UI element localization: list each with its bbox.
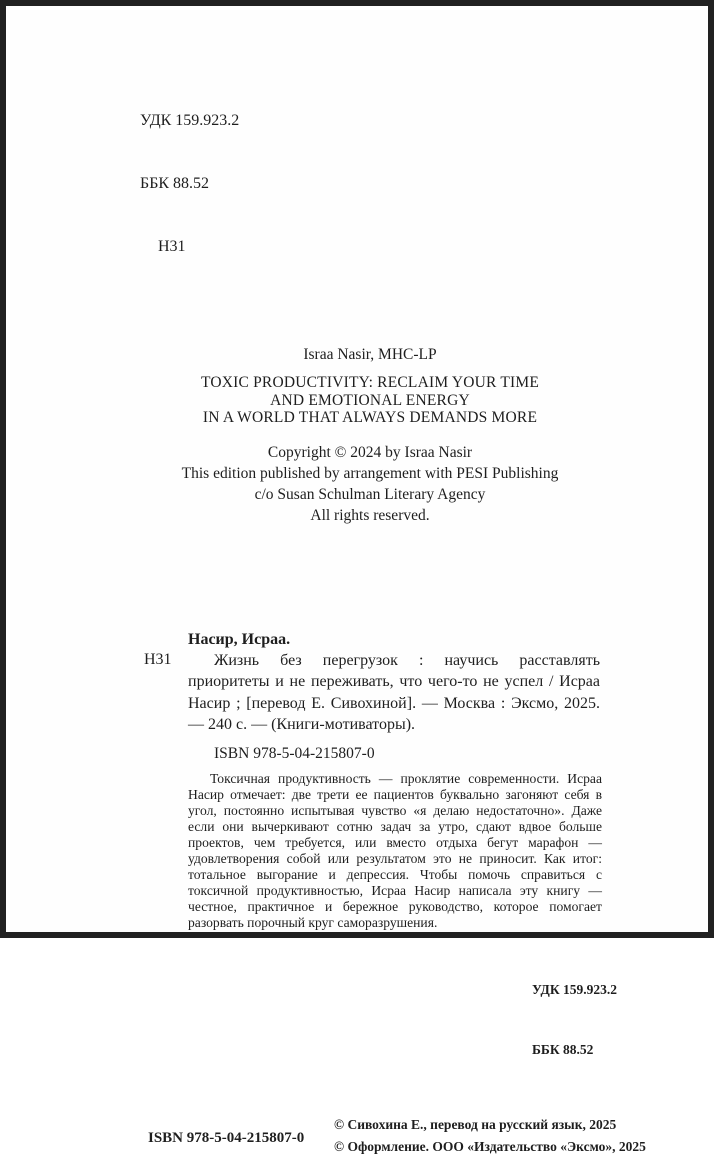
footer-copyright-line: © Оформление. ООО «Издательство «Эксмо», 2025	[334, 1138, 646, 1154]
footer	[6, 1114, 708, 1166]
original-copyright-line: Copyright © 2024 by Israa Nasir	[267, 443, 473, 461]
bibliographic-record	[140, 629, 600, 763]
annotation-text: Токсичная продуктивность — проклятие современности. Исраа Насир отмечает: две трети ее пациентов буквально загоняют себя в угол, постоянно испытывая чувство «я делаю недостаточно». Даже если они вычеркивают сотню задач за утро, сдают вдвое больше проектов, чем требуется, или вместо отдыха бегут марафон — удовлетворения собой или результатом это не приносит. Как итог: тотальное выгорание и депрессия. Чтобы помочь справиться с токсичной продуктивностью, Исраа Насир написала эту книгу — честное, практичное и бережное руководство, которое помогает разорвать порочный круг саморазрушения.	[188, 770, 602, 930]
original-copyright-line: All rights reserved.	[310, 506, 430, 524]
original-copyright-line: c/o Susan Schulman Literary Agency	[254, 485, 486, 503]
original-title-line: AND EMOTIONAL ENERGY	[270, 391, 470, 409]
footer-copyright	[334, 1114, 708, 1158]
original-edition-block	[140, 345, 600, 526]
footer-isbn: ISBN 978-5-04-215807-0	[148, 1129, 305, 1146]
original-title	[140, 374, 600, 427]
original-title-line: TOXIC PRODUCTIVITY: RECLAIM YOUR TIME	[200, 374, 540, 391]
bib-author-sign: Н31	[144, 650, 172, 668]
bbk-code: ББК 88.52	[140, 175, 210, 192]
footer-copyright-line: © Сивохина Е., перевод на русский язык, 2025	[334, 1116, 617, 1132]
udk-code: УДК 159.923.2	[140, 112, 240, 129]
top-classification-codes	[140, 68, 708, 299]
original-copyright-line: This edition published by arrangement with PESI Publishing	[181, 464, 559, 482]
bib-description: Жизнь без перегрузок : научись расставлять приоритеты и не переживать, что чего-то не успел / Исраа Насир ; [перевод Е. Сивохиной]. — Москва : Эксмо, 2025. — 240 с. — (Книги-мотиваторы).	[188, 651, 600, 733]
bib-body	[140, 629, 600, 763]
bib-author-heading: Насир, Исраа.	[188, 630, 291, 648]
original-title-line: IN A WORLD THAT ALWAYS DEMANDS MORE	[202, 409, 538, 426]
original-author: Israa Nasir, MHC-LP	[303, 346, 437, 363]
bib-isbn: ISBN 978-5-04-215807-0	[214, 744, 375, 762]
author-sign: Н31	[158, 238, 186, 255]
bbk-code-bottom: ББК 88.52	[532, 1041, 594, 1057]
bottom-classification-codes	[532, 940, 708, 1100]
udk-code-bottom: УДК 159.923.2	[532, 981, 617, 997]
original-copyright	[140, 442, 600, 526]
